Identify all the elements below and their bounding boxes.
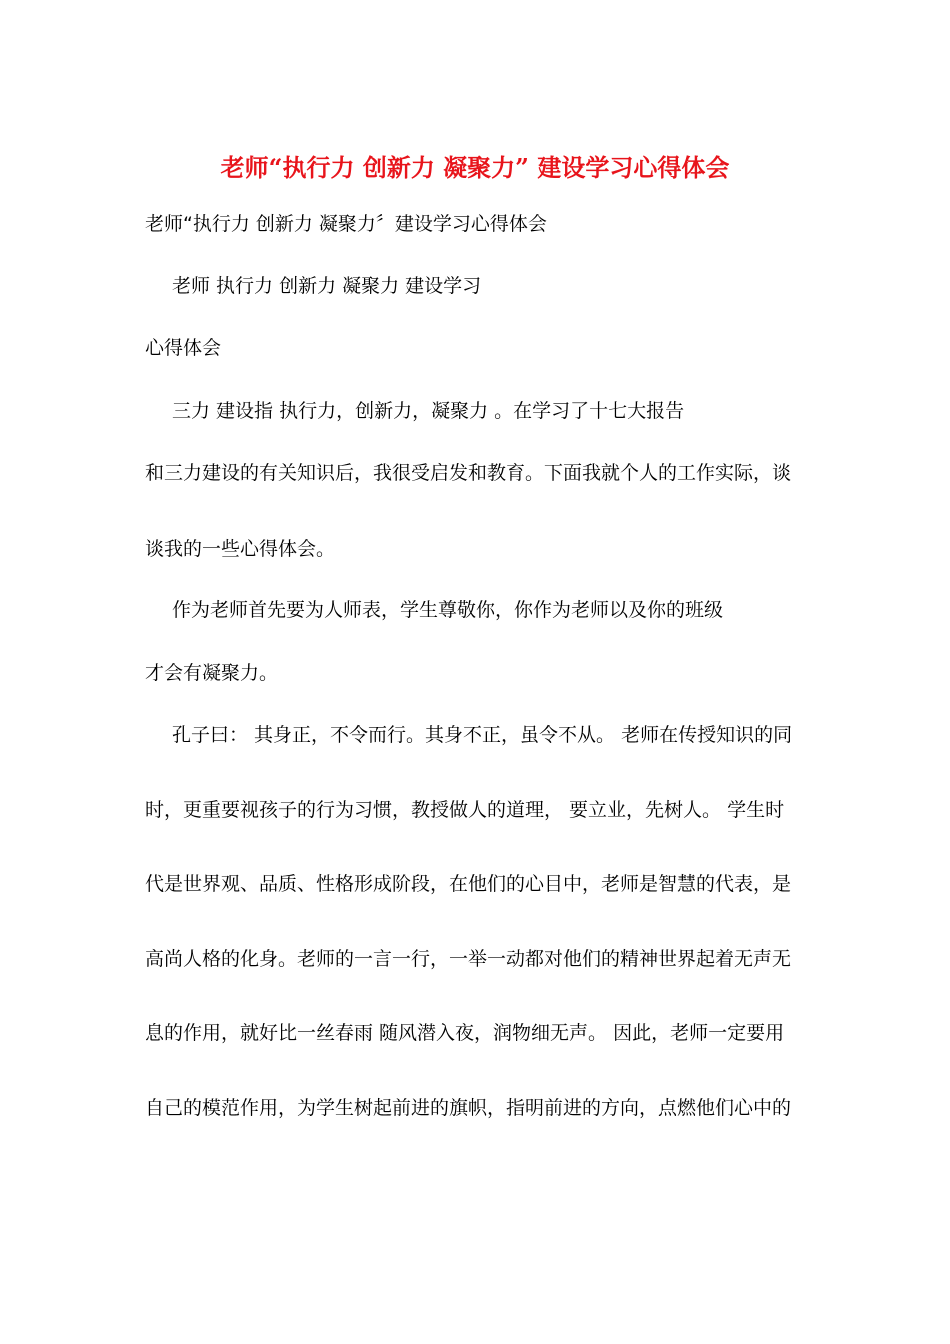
keywords-line: 老师 执行力 创新力 凝聚力 建设学习 [172, 275, 482, 297]
paragraph-line: 三力 建设指 执行力，创新力，凝聚力 。在学习了十七大报告 [172, 400, 685, 422]
paragraph-line: 谈我的一些心得体会。 [145, 538, 336, 560]
paragraph-line: 孔子曰： 其身正，不令而行。其身不正，虽令不从。 老师在传授知识的同 [172, 724, 793, 746]
document-title: 老师“执行力 创新力 凝聚力” 建设学习心得体会 [220, 153, 730, 182]
subtitle-line: 老师“执行力 创新力 凝聚力〞建设学习心得体会 [145, 213, 547, 235]
paragraph-line: 息的作用，就好比一丝春雨 随风潜入夜，润物细无声。 因此，老师一定要用 [145, 1022, 785, 1044]
paragraph-line: 时，更重要视孩子的行为习惯，教授做人的道理， 要立业，先树人。 学生时 [145, 799, 785, 821]
keywords-line-continued: 心得体会 [145, 337, 222, 359]
paragraph-line: 代是世界观、品质、性格形成阶段，在他们的心目中，老师是智慧的代表，是 [145, 873, 792, 895]
paragraph-line: 自己的模范作用，为学生树起前进的旗帜，指明前进的方向，点燃他们心中的 [145, 1097, 792, 1119]
paragraph-line: 和三力建设的有关知识后，我很受启发和教育。下面我就个人的工作实际，谈 [145, 462, 792, 484]
paragraph-line: 作为老师首先要为人师表，学生尊敬你，你作为老师以及你的班级 [172, 599, 724, 621]
paragraph-line: 高尚人格的化身。老师的一言一行，一举一动都对他们的精神世界起着无声无 [145, 948, 792, 970]
paragraph-line: 才会有凝聚力。 [145, 662, 279, 684]
